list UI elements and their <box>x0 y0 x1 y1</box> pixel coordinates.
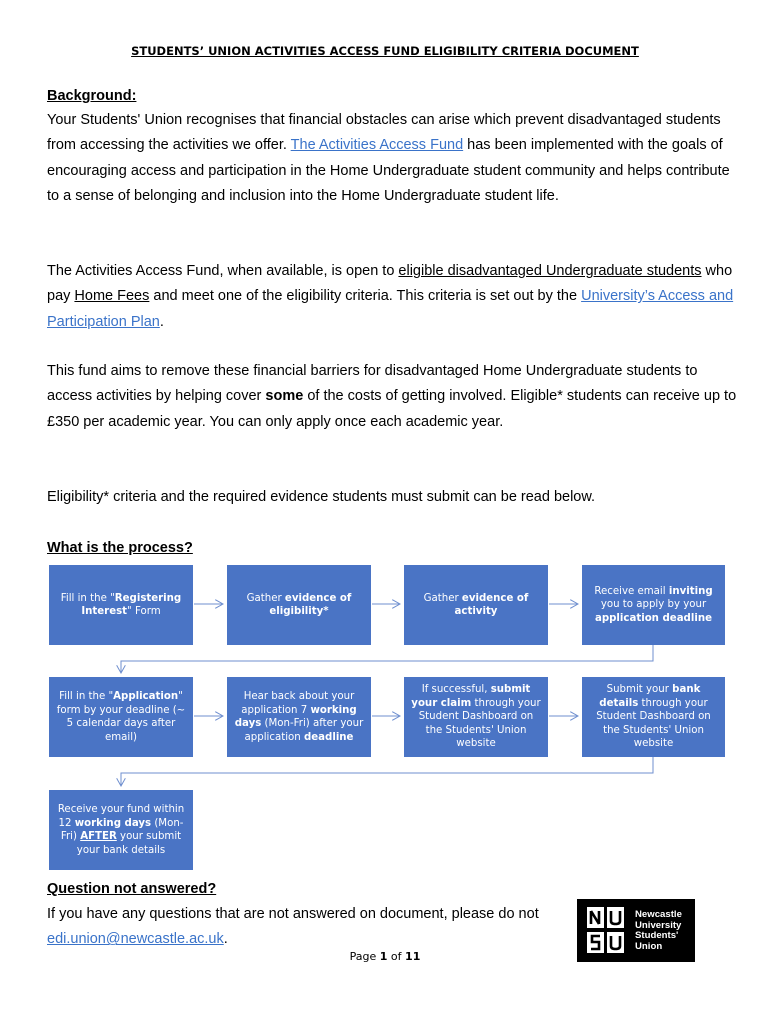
home-fees-link[interactable]: Home Fees <box>74 288 150 305</box>
step-7-a: If successful, <box>421 684 491 696</box>
process-step-1 <box>49 565 193 645</box>
p2-text-b: who pay <box>47 263 733 305</box>
step-8-b: bank details <box>599 684 701 709</box>
process-step-3 <box>404 565 548 645</box>
page-total: 11 <box>405 950 421 963</box>
process-step-6 <box>227 677 371 757</box>
p3-text-a: This fund aims to remove these financial barriers for disadvantaged Home Undergraduate students to access activities by helping cover <box>47 363 698 405</box>
step-4-d: application deadline <box>594 612 713 624</box>
connector-8-9 <box>121 757 653 786</box>
step-2-a: Gather <box>246 592 285 604</box>
process-step-4 <box>582 565 725 645</box>
question-after-email: . <box>223 931 228 948</box>
step-6-c: (Mon-Fri) after your application <box>244 718 364 743</box>
step-4-c: you to apply by your <box>600 599 707 611</box>
step-6-d: deadline <box>303 731 354 743</box>
step-8-c: through your Student Dashboard on the Students' Union website <box>596 697 711 750</box>
step-9-b: working days <box>74 817 152 829</box>
step-7-b: submit your claim <box>411 684 531 709</box>
logo-line-4: Union <box>635 940 663 952</box>
page-number: 1 <box>379 950 388 963</box>
background-paragraph-1 <box>47 108 737 209</box>
process-step-2 <box>227 565 371 645</box>
logo-line-3: Students' <box>635 930 679 942</box>
logo-text <box>635 910 682 952</box>
step-6-a: Hear back about your application 7 <box>241 691 355 716</box>
activities-access-fund-link[interactable]: The Activities Access Fund <box>290 137 464 154</box>
of-word: of <box>387 950 406 963</box>
access-participation-plan-link[interactable]: University’s Access and Participation Plan <box>47 288 734 330</box>
process-step-7 <box>404 677 548 757</box>
step-8-a: Submit your <box>606 684 673 696</box>
step-4-a: Receive email <box>594 585 669 597</box>
connector-4-5 <box>121 645 653 673</box>
question-text: If you have any questions that are not answered on document, please do not <box>47 906 539 922</box>
p3-bold: some <box>265 388 304 405</box>
p1-text-b: has been implemented with the goals of encouraging access and participation in the Home Undergraduate student community and helps contribute to a sense of belonging and inclusion into the Home Undergraduate student life. <box>47 137 730 204</box>
p2-text-c: and meet one of the eligibility criteria. This criteria is set out by the <box>149 288 582 305</box>
eligible-students-link[interactable]: eligible disadvantaged Undergraduate students <box>398 263 702 279</box>
question-heading: Question not answered? <box>47 881 217 897</box>
step-5-b: Application <box>113 691 179 702</box>
step-4-b: inviting <box>668 585 713 597</box>
p3-text-b: of the costs of getting involved. Eligible* students can receive up to £350 per academic year. You can only apply once each academic year. <box>47 388 737 430</box>
process-step-8 <box>582 677 725 757</box>
question-paragraph <box>47 902 587 953</box>
step-9-d: AFTER <box>80 831 117 842</box>
page-word: Page <box>349 950 380 963</box>
logo-line-1: Newcastle <box>635 909 682 920</box>
step-1-c: " Form <box>127 606 161 617</box>
background-heading: Background: <box>47 88 137 104</box>
background-paragraph-3 <box>47 359 737 435</box>
step-5-c: " form by your deadline (~ 5 calendar days after email) <box>56 691 186 743</box>
nusu-logo <box>577 899 695 962</box>
step-9-a: Receive your fund within 12 <box>57 804 185 829</box>
step-9-c: (Mon-Fri) <box>60 817 184 842</box>
background-paragraph-4: Eligibility* criteria and the required evidence students must submit can be read below. <box>47 489 596 505</box>
step-5-a: Fill in the " <box>59 691 114 702</box>
process-step-5 <box>49 677 193 757</box>
step-2-b: evidence of eligibility* <box>269 592 352 617</box>
step-7-c: through your Student Dashboard on the Students' Union website <box>418 697 541 750</box>
logo-line-2: University <box>635 919 682 931</box>
step-3-b: evidence of activity <box>454 592 529 617</box>
p2-text-d: . <box>159 313 164 330</box>
contact-email-link[interactable]: edi.union@newcastle.ac.uk <box>47 931 224 948</box>
background-paragraph-2 <box>47 259 737 335</box>
process-step-9 <box>49 790 193 870</box>
nusu-logo-mark <box>587 907 625 954</box>
step-1-b: Registering Interest <box>81 592 182 617</box>
p1-text-a: Your Students' Union recognises that financial obstacles can arise which prevent disadvantaged students from accessing the activities we offer. <box>47 112 721 154</box>
step-9-e: your submit your bank details <box>76 831 182 856</box>
p2-text-a: The Activities Access Fund, when available, is open to <box>47 263 399 279</box>
step-3-a: Gather <box>423 592 462 604</box>
step-1-a: Fill in the " <box>60 592 115 604</box>
process-heading: What is the process? <box>47 540 193 556</box>
step-6-b: working days <box>234 704 357 729</box>
document-title: STUDENTS’ UNION ACTIVITIES ACCESS FUND ELIGIBILITY CRITERIA DOCUMENT <box>131 44 639 58</box>
